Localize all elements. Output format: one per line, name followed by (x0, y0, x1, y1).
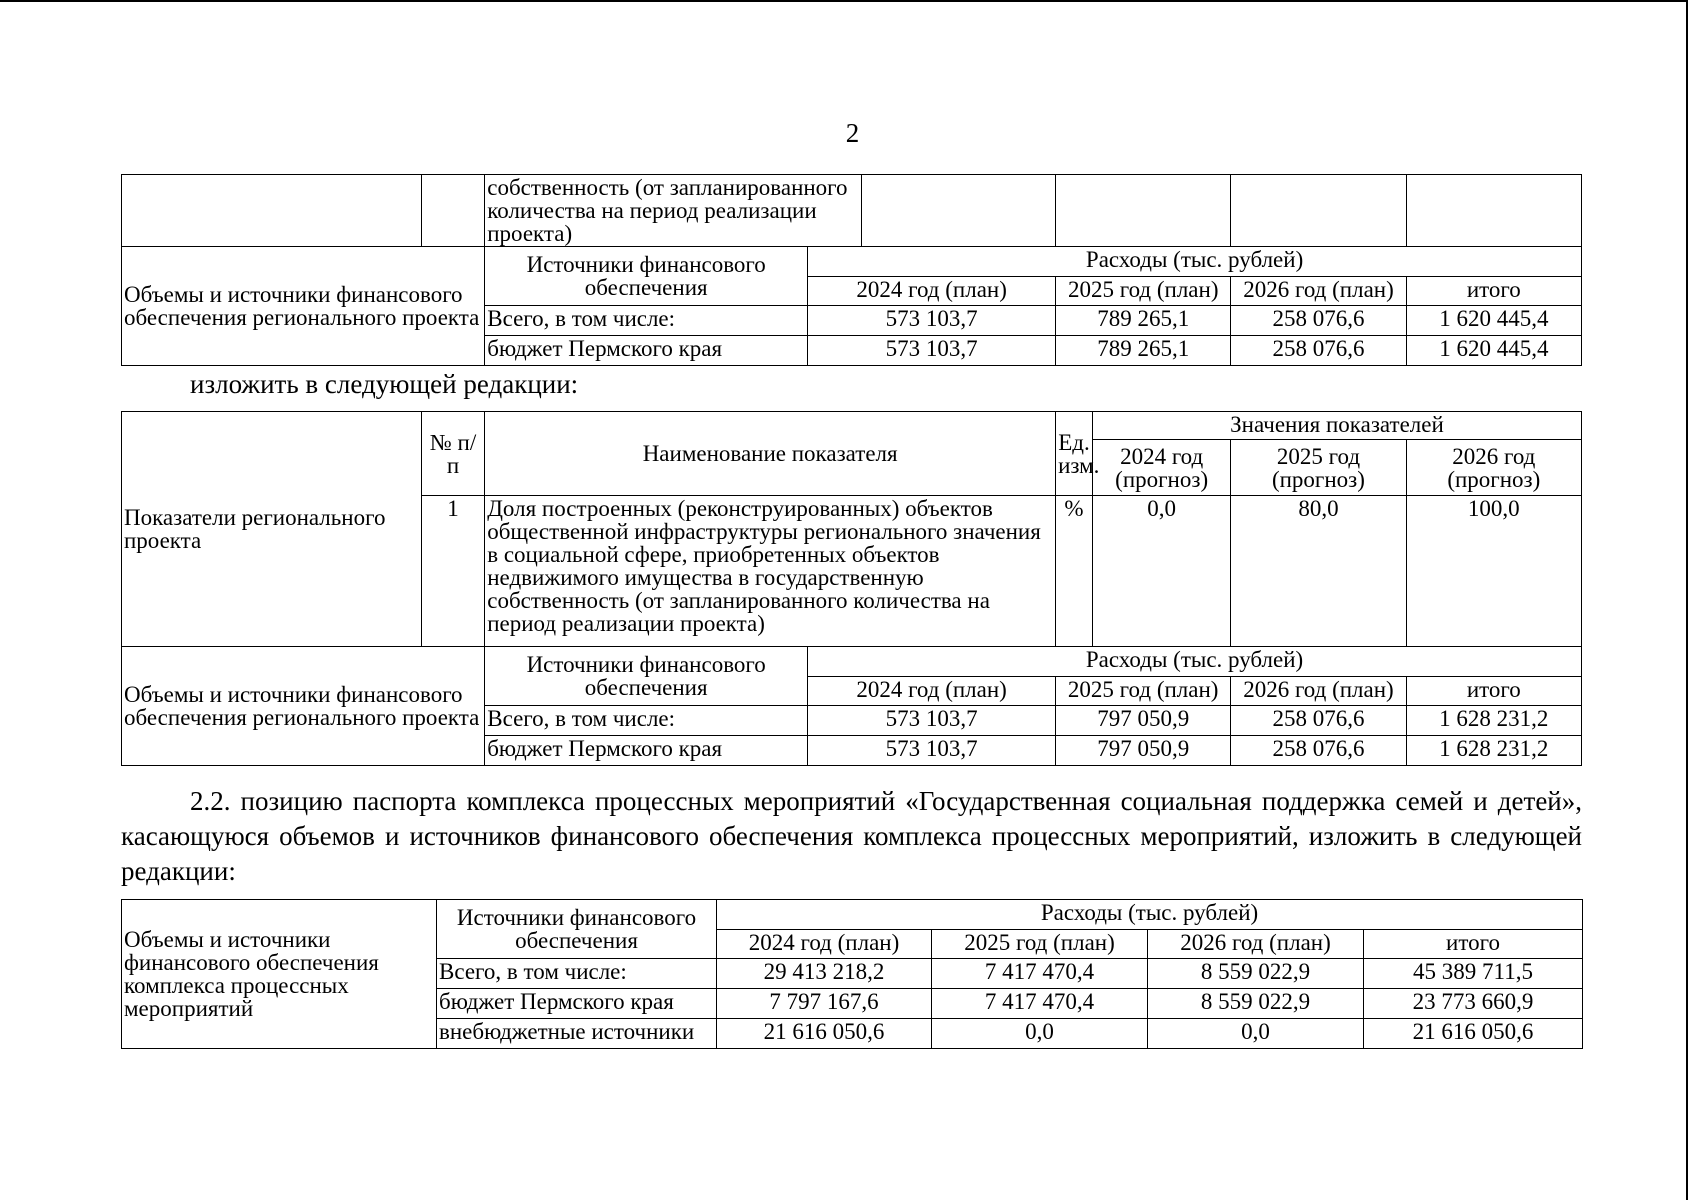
paragraph-2-2: 2.2. позицию паспорта комплекса процессных мероприятий «Государственная социальная поддержка семей и детей», касающуюся объемов и источников финансового обеспечения комплекса процессных мероприятий, изложить в следующей редакции: (121, 786, 1582, 886)
sources-header: Источники финансового обеспечения (485, 247, 808, 306)
indicator-name-header: Наименование показателя (485, 412, 1056, 496)
row-source-name: бюджет Пермского края (485, 336, 808, 366)
year-header-2024: 2024 год (прогноз) (1092, 440, 1230, 496)
value-2026: 258 076,6 (1231, 736, 1406, 766)
values-header: Значения показателей (1092, 412, 1581, 440)
value-2026: 258 076,6 (1231, 336, 1406, 366)
expenses-header: Расходы (тыс. рублей) (717, 900, 1583, 930)
value-total: 1 628 231,2 (1406, 706, 1581, 736)
sources-header: Источники финансового обеспечения (485, 647, 808, 706)
row-source-name: Всего, в том числе: (437, 959, 717, 989)
table-cell-empty (421, 175, 484, 247)
page-number: 2 (845, 118, 860, 148)
value-2024: 573 103,7 (808, 306, 1056, 336)
table-regional-project-new (121, 411, 1582, 766)
value-2026: 0,0 (1148, 1019, 1364, 1049)
row-source-name: внебюджетные источники (437, 1019, 717, 1049)
table-cell-empty (1406, 175, 1581, 247)
value-2024: 573 103,7 (808, 706, 1056, 736)
row-source-name: бюджет Пермского края (437, 989, 717, 1019)
value-2026: 8 559 022,9 (1148, 959, 1364, 989)
column-header-2026: 2026 год (план) (1231, 277, 1406, 306)
column-header-2026: 2026 год (план) (1148, 930, 1364, 959)
row-source-name: Всего, в том числе: (485, 706, 808, 736)
number-header: № п/п (421, 412, 484, 496)
value-2025: 789 265,1 (1056, 336, 1231, 366)
column-header-2025: 2025 год (план) (1056, 277, 1231, 306)
indicator-value-2024: 0,0 (1092, 496, 1230, 647)
indicators-label: Показатели регионального проекта (122, 412, 422, 647)
table-cell-empty (1231, 175, 1406, 247)
value-2026: 258 076,6 (1231, 306, 1406, 336)
row-source-name: бюджет Пермского края (485, 736, 808, 766)
value-total: 1 620 445,4 (1406, 306, 1581, 336)
indicator-name-continuation: собственность (от запланированного количества на период реализации проекта) (485, 175, 862, 247)
value-2024: 29 413 218,2 (717, 959, 932, 989)
column-header-total: итого (1364, 930, 1583, 959)
value-total: 23 773 660,9 (1364, 989, 1583, 1019)
table-cell-empty (862, 175, 1056, 247)
value-2026: 258 076,6 (1231, 706, 1406, 736)
column-header-2024: 2024 год (план) (808, 677, 1056, 706)
expenses-header: Расходы (тыс. рублей) (808, 247, 1582, 277)
value-2026: 8 559 022,9 (1148, 989, 1364, 1019)
value-2024: 21 616 050,6 (717, 1019, 932, 1049)
value-total: 1 628 231,2 (1406, 736, 1581, 766)
row-number: 1 (421, 496, 484, 647)
financing-label: Объемы и источники финансового обеспечения регионального проекта (122, 647, 485, 766)
table-process-complex (121, 899, 1583, 1049)
row-source-name: Всего, в том числе: (485, 306, 808, 336)
column-header-2024: 2024 год (план) (808, 277, 1056, 306)
column-header-total: итого (1406, 677, 1581, 706)
value-total: 1 620 445,4 (1406, 336, 1581, 366)
value-2025: 7 417 470,4 (932, 989, 1148, 1019)
column-header-2025: 2025 год (план) (932, 930, 1148, 959)
column-header-2025: 2025 год (план) (1056, 677, 1231, 706)
value-2025: 797 050,9 (1056, 736, 1231, 766)
table-cell-empty (122, 175, 422, 247)
year-header-2026: 2026 год (прогноз) (1406, 440, 1581, 496)
indicator-value-2026: 100,0 (1406, 496, 1581, 647)
value-2024: 7 797 167,6 (717, 989, 932, 1019)
value-total: 45 389 711,5 (1364, 959, 1583, 989)
intro-text: изложить в следующей редакции: (190, 369, 579, 399)
table-cell-empty (1056, 175, 1231, 247)
financing-label: Объемы и источники финансового обеспечения комплекса процессных мероприятий (122, 900, 437, 1049)
column-header-2026: 2026 год (план) (1231, 677, 1406, 706)
value-2025: 797 050,9 (1056, 706, 1231, 736)
column-header-2024: 2024 год (план) (717, 930, 932, 959)
indicator-value-2025: 80,0 (1231, 496, 1406, 647)
sources-header: Источники финансового обеспечения (437, 900, 717, 959)
value-2025: 789 265,1 (1056, 306, 1231, 336)
unit-header: Ед. изм. (1056, 412, 1093, 496)
indicator-name: Доля построенных (реконструированных) объектов общественной инфраструктуры регионального значения в социальной сфере, приобретенных объектов недвижимого имущества в государственную собственность (от запланированного количества на период реализации проекта) (485, 496, 1056, 647)
expenses-header: Расходы (тыс. рублей) (808, 647, 1582, 677)
page-top-edge (0, 0, 1688, 2)
financing-label: Объемы и источники финансового обеспечения регионального проекта (122, 247, 485, 366)
value-total: 21 616 050,6 (1364, 1019, 1583, 1049)
column-header-total: итого (1406, 277, 1581, 306)
indicator-unit: % (1056, 496, 1093, 647)
table-regional-project-old (121, 174, 1582, 366)
value-2025: 0,0 (932, 1019, 1148, 1049)
year-header-2025: 2025 год (прогноз) (1231, 440, 1406, 496)
value-2025: 7 417 470,4 (932, 959, 1148, 989)
value-2024: 573 103,7 (808, 336, 1056, 366)
value-2024: 573 103,7 (808, 736, 1056, 766)
